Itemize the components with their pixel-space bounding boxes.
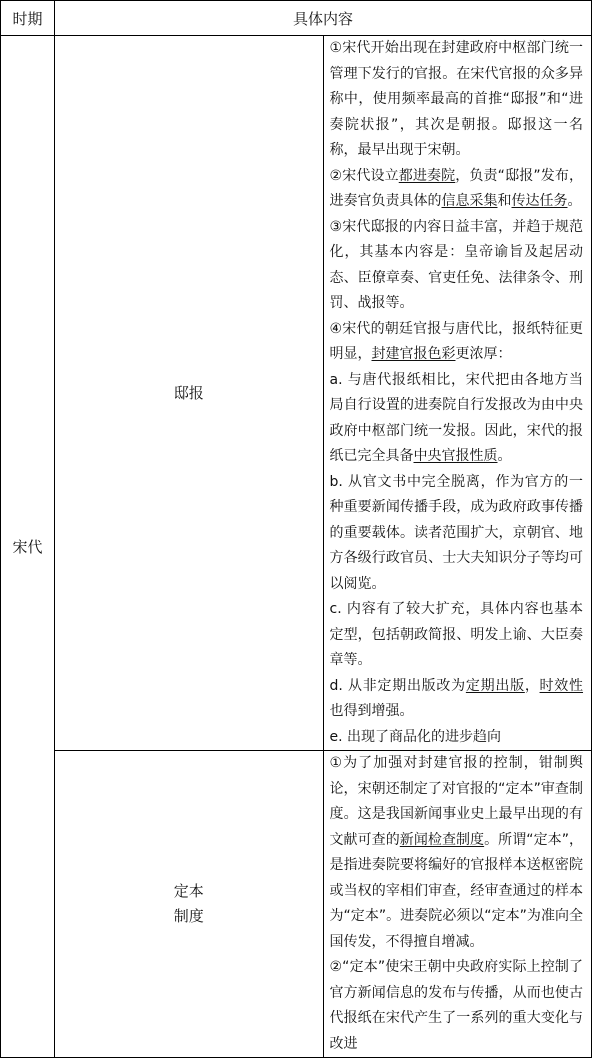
underlined-term: 中央官报性质 [413, 448, 498, 464]
text-segment: c. 内容有了较大扩充，具体内容也基本定型，包括朝政简报、明发上谕、大臣奏章等。 [329, 601, 583, 668]
row-name-dingben [55, 751, 324, 1058]
text-segment: ②宋代设立 [329, 167, 399, 184]
text-segment: 更浓厚： [455, 346, 512, 362]
content-paragraph [330, 751, 584, 955]
underlined-term: 定期出版 [465, 677, 525, 694]
text-segment: 和 [497, 193, 512, 209]
row-name-part: 定本 [173, 882, 204, 900]
text-segment: ①宋代开始出现在封建政府中枢部门统一管理下发行的官报。在宋代官报的众多异称中，使用频率最高的首推“邸报”和“进奏院状报”，其次是朝报。邸报这一名称，最早出现于宋朝。 [329, 40, 583, 158]
row-content-dibao [323, 36, 592, 751]
text-segment: ③宋代邸报的内容日益丰富，并趋于规范化，其基本内容是：皇帝谕旨及起居动态、臣僚章奏、官吏任免、法律条令、刑罚、战报等。 [329, 218, 583, 311]
underlined-term: 都进奏院 [398, 167, 456, 184]
text-segment: ①为了加强对封建官报的控制，钳制舆论，宋朝还制定了对官报的“定本”审查制度。这是我国新闻事业史上最早出现的有文献可查的 [329, 755, 583, 848]
content-paragraph [330, 36, 584, 164]
content-paragraph [330, 725, 584, 751]
content-paragraph [330, 215, 584, 317]
underlined-term: 时效性 [539, 677, 584, 694]
table-row [1, 36, 592, 751]
content-paragraph [330, 470, 584, 598]
underlined-term: 封建官报色彩 [371, 346, 456, 362]
row-name-dibao: 邸报 [55, 36, 324, 751]
underlined-term: 传达任务 [511, 193, 568, 209]
header-row [1, 1, 592, 36]
text-segment: 也得到增强。 [329, 703, 414, 719]
underlined-term: 信息采集 [441, 193, 498, 209]
text-segment: ，负责“邸报”发布，进奏官负责具体的 [329, 167, 583, 209]
text-segment: ④宋代的朝廷官报与唐代比，报纸特征更明显， [329, 320, 583, 362]
text-segment: a. 与唐代报纸相比，宋代把由各地方当局自行设置的进奏院自行发报改为由中央政府中枢部门统一发报。因此，宋代的报纸已完全具备 [329, 371, 583, 464]
content-paragraph [330, 597, 584, 674]
text-segment: b. 从官文书中完全脱离，作为官方的一种重要新闻传播手段，成为政府政事传播的重要载体。读者范围扩大，京朝官、地方各级行政官员、士大夫知识分子等均可以阅览。 [329, 473, 583, 592]
text-segment: d. 从非定期出版改为 [329, 677, 466, 694]
text-segment: ， [524, 677, 540, 694]
text-segment: ②“定本”使宋王朝中央政府实际上控制了官方新闻信息的发布与传播，从而也使古代报纸在宋代产生了一系列的重大变化与改进 [329, 959, 583, 1052]
content-paragraph [330, 317, 584, 368]
content-paragraph [330, 955, 584, 1057]
row-content-dingben [323, 751, 592, 1058]
text-segment: e. 出现了商品化的进步趋向 [329, 728, 502, 745]
content-paragraph [330, 674, 584, 725]
table-row [1, 751, 592, 1058]
header-content: 具体内容 [55, 1, 592, 36]
underlined-term: 新闻检查制度 [399, 831, 485, 848]
content-paragraph [330, 368, 584, 470]
text-segment: 。所谓“定本”，是指进奏院要将编好的官报样本送枢密院或当权的宰相们审查，经审查通过的样本为“定本”。进奏院必须以“定本”为准向全国传发，不得擅自增减。 [329, 831, 583, 950]
period-cell: 宋代 [1, 36, 55, 1058]
header-period: 时期 [1, 1, 55, 36]
row-name-part: 制度 [173, 907, 204, 925]
text-segment: 。 [567, 193, 582, 209]
text-segment: 。 [497, 448, 512, 464]
content-paragraph [330, 164, 584, 215]
